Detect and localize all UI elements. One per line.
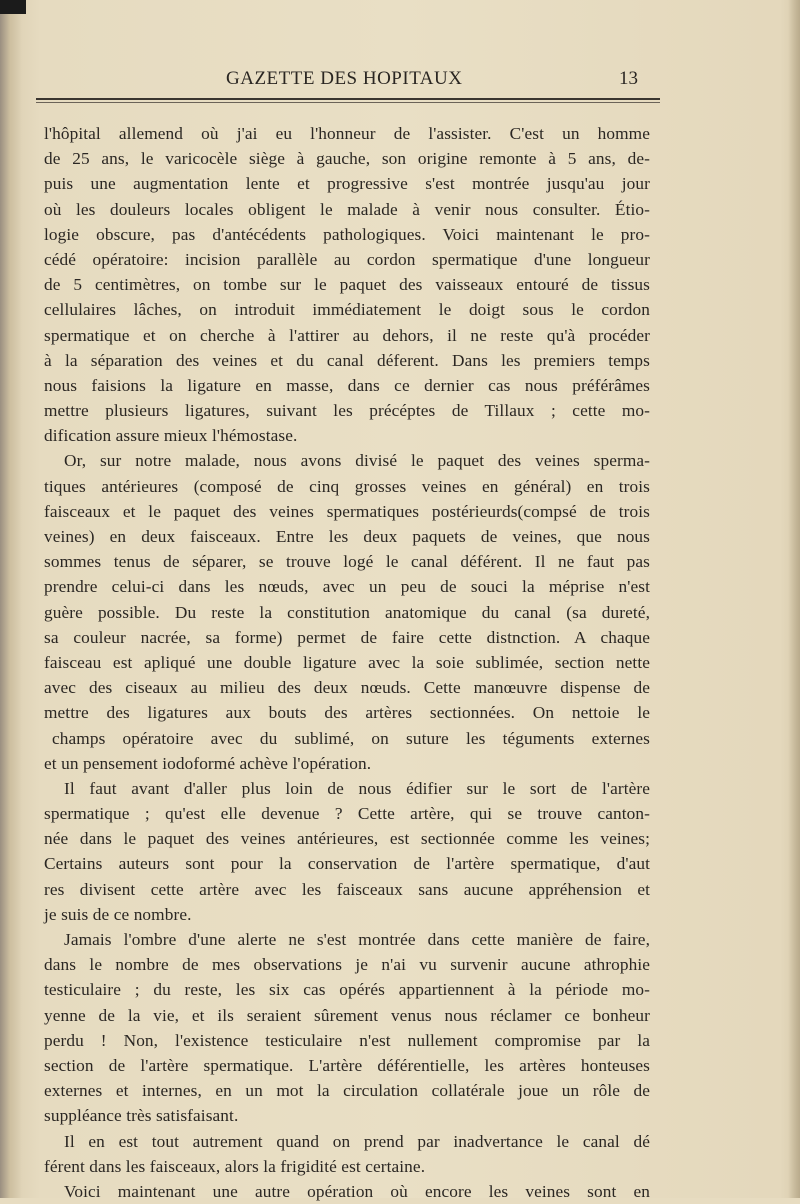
text-line: res divisent cette artère avec les faisceaux sans aucune appréhension et [44, 879, 650, 899]
text-line: sa couleur nacrée, sa forme) permet de faire cette distnction. A chaque [44, 627, 650, 647]
page-edge-right [788, 0, 800, 1198]
text-line: de 5 centimètres, on tombe sur le paquet des vaisseaux entouré de tissus [44, 275, 650, 295]
text-line: Certains auteurs sont pour la conservation de l'artère spermatique, d'aut [44, 854, 650, 874]
binding-edge [0, 0, 22, 1198]
header-rule-thin [36, 102, 660, 103]
text-line: dification assure mieux l'hémostase. [44, 426, 298, 446]
text-line: Jamais l'ombre d'une alerte ne s'est montrée dans cette manière de faire, [64, 930, 650, 949]
page-number: 13 [619, 68, 638, 89]
text-line: Or, sur notre malade, nous avons divisé le paquet des veines sperma- [64, 451, 650, 471]
text-line: champs opératoire avec du sublimé, on suture les téguments externes [52, 728, 650, 748]
text-line: mettre des ligatures aux bouts des artères sectionnées. On nettoie le [44, 703, 650, 723]
text-line: externes et internes, en un mot la circulation collatérale joue un rôle de [44, 1081, 650, 1101]
text-line: faisceaux et le paquet des veines spermatiques postérieurds(compsé de trois [44, 501, 650, 521]
text-line: spermatique ; qu'est elle devenue ? Cette artère, qui se trouve canton- [44, 804, 650, 824]
text-line: je suis de ce nombre. [44, 904, 192, 924]
text-line: testiculaire ; du reste, les six cas opérés appartiennent à la période mo- [44, 980, 650, 1000]
text-line: nous faisions la ligature en masse, dans ce dernier cas nous préférâmes [44, 375, 650, 395]
text-line: prendre celui-ci dans les nœuds, avec un peu de souci la méprise n'est [44, 577, 650, 597]
text-line: Il faut avant d'aller plus loin de nous édifier sur le sort de l'artère [64, 778, 650, 798]
text-line: spermatique et on cherche à l'attirer au dehors, il ne reste qu'à procéder [44, 325, 650, 345]
page-tab-mark [0, 0, 26, 14]
header-rule-thick [36, 98, 660, 100]
text-line: section de l'artère spermatique. L'artère déférentielle, les artères honteuses [44, 1055, 650, 1075]
text-line: veines) en deux faisceaux. Entre les deux paquets de veines, que nous [44, 527, 650, 546]
text-line: tiques antérieures (composé de cinq grosses veines en général) en trois [44, 476, 650, 496]
text-line: puis une augmentation lente et progressive s'est montrée jusqu'au jour [44, 174, 650, 194]
text-line: Voici maintenant une autre opération où encore les veines sont en [64, 1181, 650, 1201]
text-line: sommes tenus de séparer, se trouve logé le canal déférent. Il ne faut pas [44, 552, 650, 572]
text-line: et un pensement iodoformé achève l'opération. [44, 753, 372, 773]
text-line: née dans le paquet des veines antérieures, est sectionnée comme les veines; [44, 829, 650, 849]
text-line: logie obscure, pas d'antécédents pathologiques. Voici maintenant le pro- [44, 224, 650, 244]
text-line: Il en est tout autrement quand on prend par inadvertance le canal dé [64, 1131, 650, 1151]
text-line: dans le nombre de mes observations je n'ai vu survenir aucune athrophie [44, 955, 650, 975]
text-line: suppléance très satisfaisant. [44, 1106, 239, 1126]
text-line: avec des ciseaux au milieu des deux nœuds. Cette manœuvre dispense de [44, 678, 650, 698]
text-line: où les douleurs locales obligent le malade à venir nous consulter. Étio- [44, 199, 650, 219]
text-line: faisceau est apliqué une double ligature avec la soie sublimée, section nette [44, 652, 650, 672]
text-line: mettre plusieurs ligatures, suivant les précéptes de Tillaux ; cette mo- [44, 401, 650, 421]
text-line: cédé opératoire: incision parallèle au cordon spermatique d'une longueur [44, 249, 650, 269]
running-title: GAZETTE DES HOPITAUX [226, 68, 463, 89]
text-line: férent dans les faisceaux, alors la frigidité est certaine. [44, 1156, 426, 1176]
text-line: perdu ! Non, l'existence testiculaire n'est nullement compromise par la [44, 1030, 650, 1050]
text-line: à la séparation des veines et du canal déferent. Dans les premiers temps [44, 350, 650, 370]
text-line: de 25 ans, le varicocèle siège à gauche, son origine remonte à 5 ans, de- [44, 149, 650, 169]
text-line: guère possible. Du reste la constitution anatomique du canal (sa dureté, [44, 602, 650, 622]
page-header [36, 64, 664, 94]
text-line: l'hôpital allemend où j'ai eu l'honneur de l'assister. C'est un homme [44, 124, 650, 143]
text-line: yenne de la vie, et ils seraient sûrement venus nous réclamer ce bonheur [44, 1005, 650, 1025]
body-text [44, 121, 650, 1204]
text-line: cellulaires lâches, on introduit immédiatement le doigt sous le cordon [44, 300, 650, 320]
